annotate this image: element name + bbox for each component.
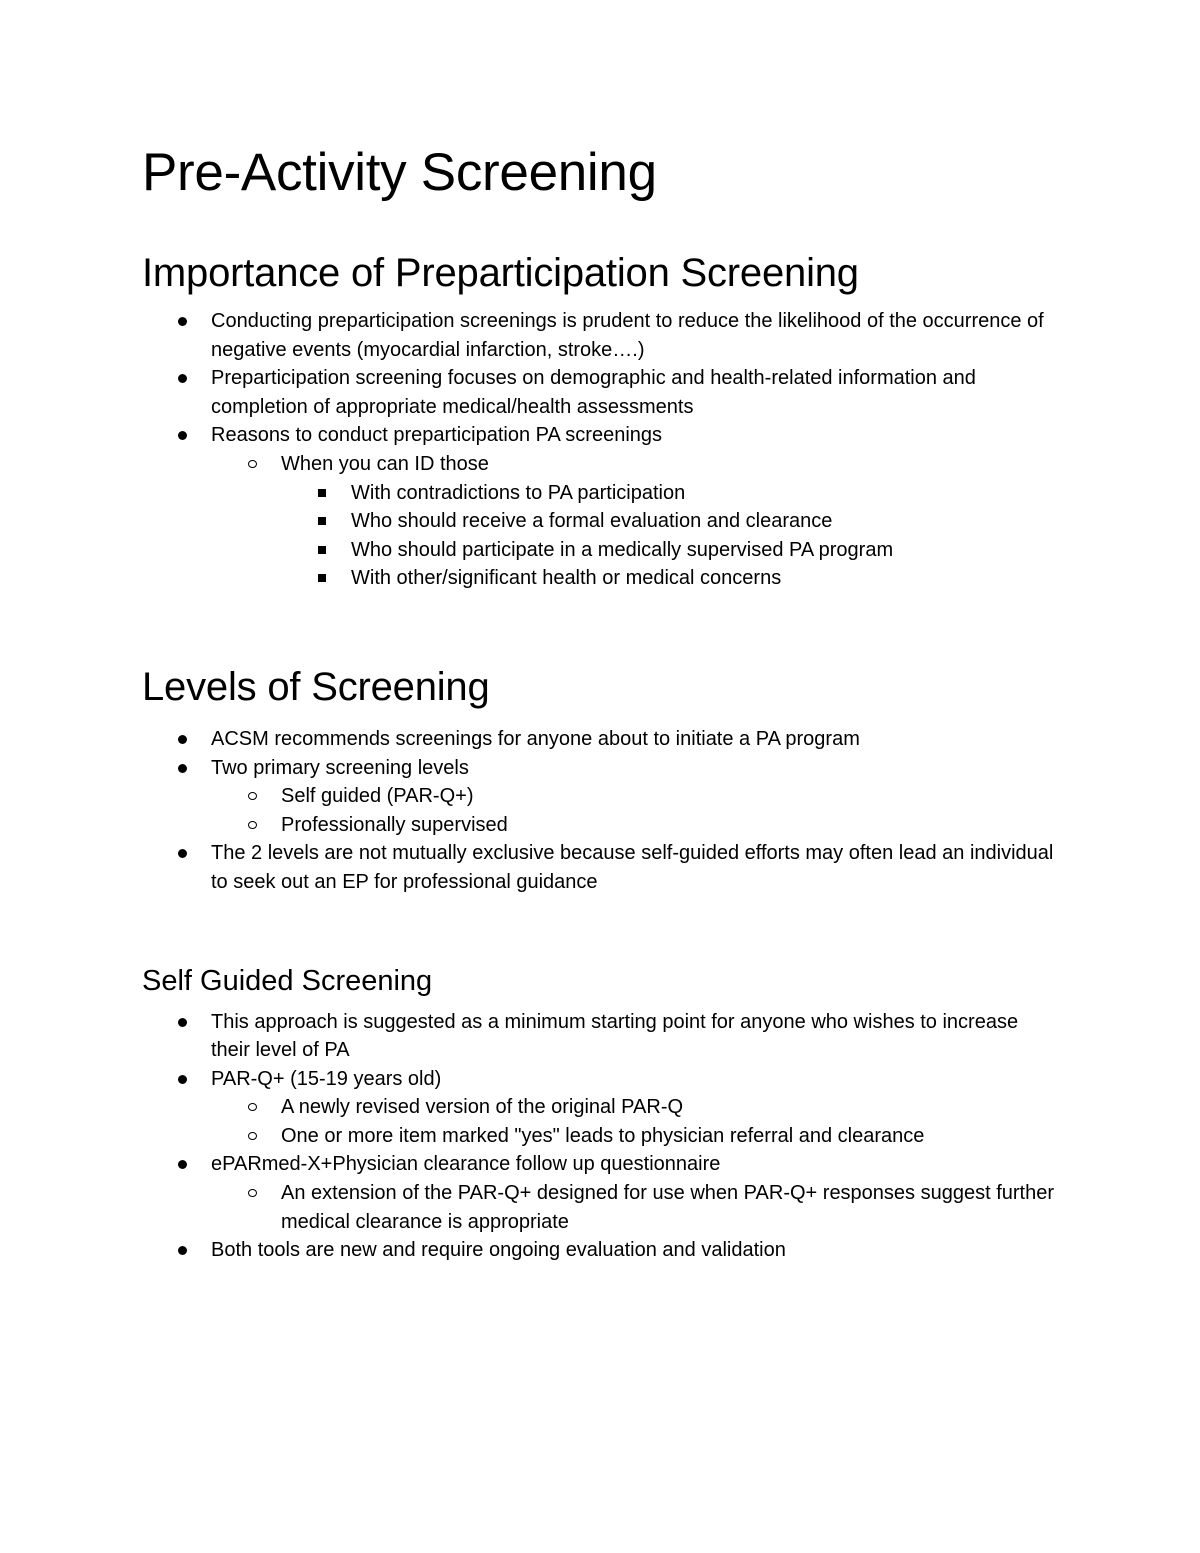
bullet-disc-icon [178, 317, 187, 326]
list-item-text: A newly revised version of the original PAR-Q [281, 1096, 684, 1119]
bullet-disc-icon [178, 374, 187, 383]
list-item [142, 839, 1062, 896]
list-item [142, 421, 1062, 593]
bullet-square-icon [318, 489, 326, 497]
sub-sub-list [281, 479, 1062, 593]
list-item-text: One or more item marked "yes" leads to physician referral and clearance [281, 1124, 925, 1147]
document-title: Pre-Activity Screening [142, 143, 657, 202]
list-item [142, 1065, 1062, 1151]
bullet-square-icon [318, 574, 326, 582]
list-item [281, 507, 1062, 536]
heading-levels: Levels of Screening [142, 664, 490, 709]
list-item-text: This approach is suggested as a minimum starting point for anyone who wishes to increase their level of PA [211, 1010, 1019, 1062]
bullet-circle-icon [248, 460, 257, 468]
bullet-square-icon [318, 517, 326, 525]
list-item [142, 1150, 1062, 1236]
bullet-disc-icon [178, 1160, 187, 1169]
list-item [211, 811, 1062, 840]
list-item-text: Preparticipation screening focuses on demographic and health-related information and completion of appropriate medical/health assessments [211, 367, 976, 418]
list-item [211, 1093, 1062, 1122]
list-item-text: The 2 levels are not mutually exclusive because self-guided efforts may often lead an individual to seek out an EP for professional guidance [211, 842, 1054, 893]
list-item [281, 479, 1062, 508]
list-item [142, 364, 1062, 421]
list-item-text: Professionally supervised [281, 813, 508, 836]
list-item [142, 1236, 1062, 1265]
document-page [142, 138, 1062, 1265]
list-item-text: With other/significant health or medical concerns [351, 567, 782, 590]
list-item [142, 725, 1062, 754]
list-item [211, 450, 1062, 593]
sub-list [211, 450, 1062, 593]
bullet-disc-icon [178, 764, 187, 773]
list-item-text: ePARmed-X+Physician clearance follow up questionnaire [211, 1153, 721, 1176]
list-item-text: Conducting preparticipation screenings is prudent to reduce the likelihood of the occurrence of negative events (myocardial infarction, stroke….) [211, 310, 1044, 361]
heading-self-guided: Self Guided Screening [142, 964, 433, 997]
bullet-disc-icon [178, 431, 187, 440]
importance-list [142, 307, 1062, 593]
list-item [211, 1179, 1062, 1236]
list-item [211, 1122, 1062, 1151]
list-item [142, 1008, 1062, 1065]
list-item-text: Who should participate in a medically supervised PA program [351, 538, 894, 561]
bullet-circle-icon [248, 1189, 257, 1197]
list-item-text: Reasons to conduct preparticipation PA screenings [211, 424, 663, 447]
self-guided-list [142, 1008, 1062, 1265]
sub-list [211, 782, 1062, 839]
list-item [281, 564, 1062, 593]
list-item [142, 307, 1062, 364]
list-item-text: Two primary screening levels [211, 756, 469, 779]
bullet-disc-icon [178, 1018, 187, 1027]
list-item [281, 536, 1062, 565]
bullet-disc-icon [178, 1246, 187, 1255]
bullet-circle-icon [248, 1132, 257, 1140]
bullet-circle-icon [248, 1103, 257, 1111]
heading-importance: Importance of Preparticipation Screening [142, 251, 859, 295]
list-item-text: ACSM recommends screenings for anyone about to initiate a PA program [211, 727, 860, 750]
list-item-text: Who should receive a formal evaluation and clearance [351, 510, 833, 533]
levels-list [142, 725, 1062, 897]
bullet-disc-icon [178, 849, 187, 858]
bullet-square-icon [318, 546, 326, 554]
list-item-text: With contradictions to PA participation [351, 481, 686, 504]
bullet-circle-icon [248, 792, 257, 800]
sub-list [211, 1179, 1062, 1236]
list-item-text: An extension of the PAR-Q+ designed for use when PAR-Q+ responses suggest further medical clearance is appropriate [281, 1182, 1055, 1233]
bullet-circle-icon [248, 821, 257, 829]
list-item [142, 754, 1062, 840]
bullet-disc-icon [178, 1075, 187, 1084]
list-item-text: Both tools are new and require ongoing evaluation and validation [211, 1239, 786, 1262]
sub-list [211, 1093, 1062, 1150]
list-item-text: When you can ID those [281, 452, 489, 475]
list-item-text: Self guided (PAR-Q+) [281, 785, 474, 808]
list-item [211, 782, 1062, 811]
bullet-disc-icon [178, 735, 187, 744]
list-item-text: PAR-Q+ (15-19 years old) [211, 1067, 442, 1090]
